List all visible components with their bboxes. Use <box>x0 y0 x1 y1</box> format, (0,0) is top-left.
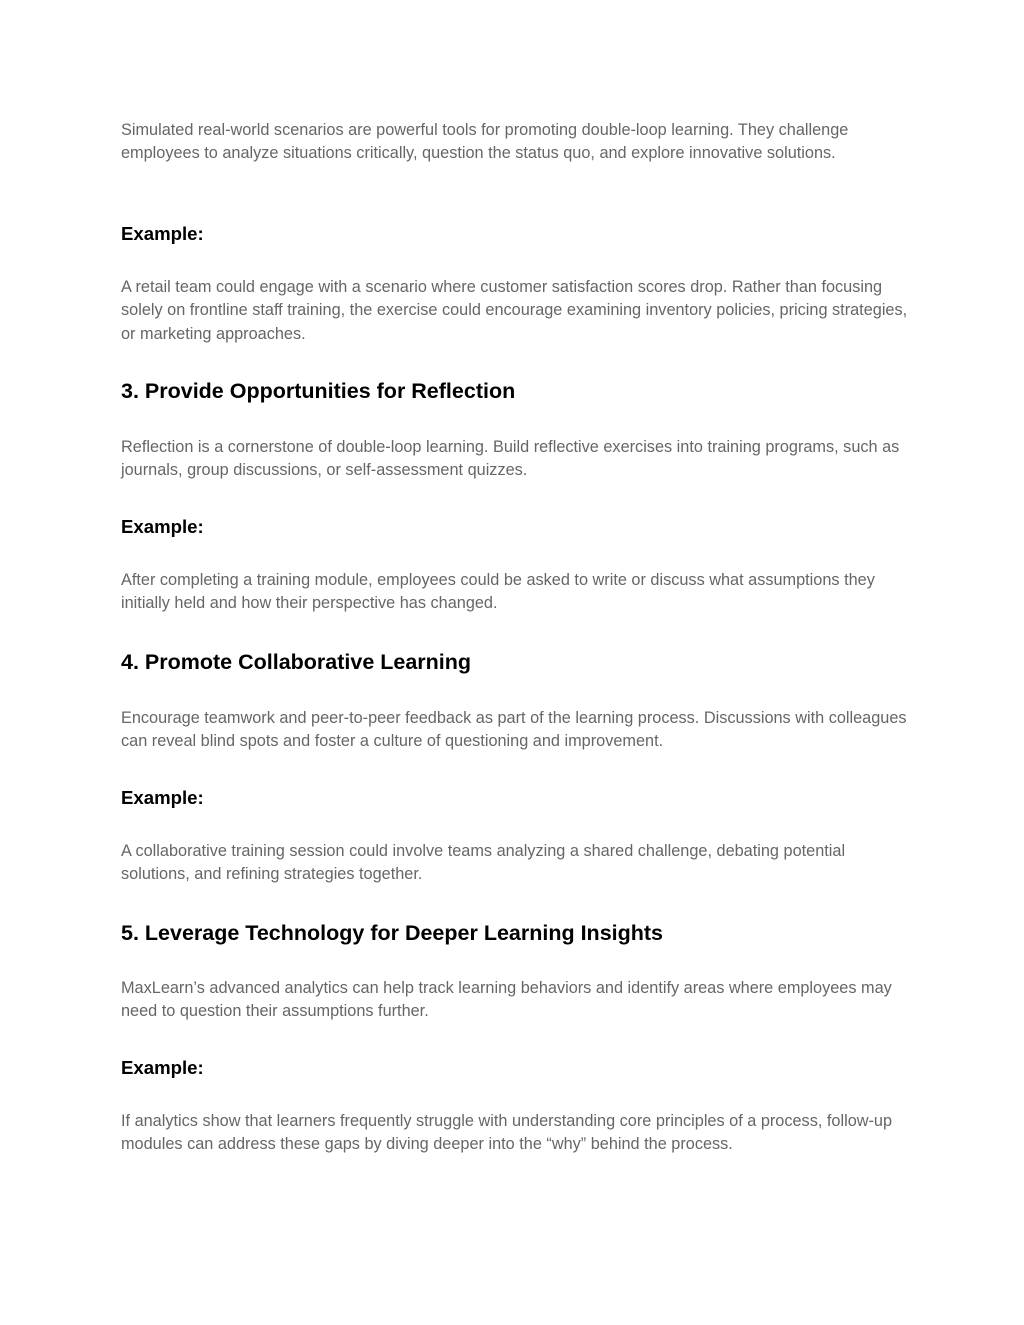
example-paragraph: After completing a training module, employees could be asked to write or discuss what assumptions they initially held and how their perspective has changed. <box>121 571 875 613</box>
section-heading-technology: 5. Leverage Technology for Deeper Learning Insights <box>121 921 664 945</box>
example-paragraph: If analytics show that learners frequently struggle with understanding core principles of a process, follow-up modules can address these gaps by diving deeper into the “why” behind the process. <box>121 1112 893 1154</box>
example-paragraph: A retail team could engage with a scenario where customer satisfaction scores drop. Rather than focusing solely on frontline staff training, the exercise could encourage examining inventory policies, pricing strategies, or marketing approaches. <box>121 278 908 343</box>
example-label: Example: <box>121 787 204 808</box>
intro-paragraph: Simulated real-world scenarios are powerful tools for promoting double-loop learning. They challenge employees to analyze situations critically, question the status quo, and explore innovative solutions. <box>121 121 849 163</box>
section-body-technology: MaxLearn’s advanced analytics can help track learning behaviors and identify areas where employees may need to question their assumptions further. <box>121 979 892 1021</box>
example-paragraph: A collaborative training session could involve teams analyzing a shared challenge, debating potential solutions, and refining strategies together. <box>121 842 846 884</box>
section-body-reflection: Reflection is a cornerstone of double-loop learning. Build reflective exercises into training programs, such as journals, group discussions, or self-assessment quizzes. <box>121 438 900 480</box>
section-heading-reflection: 3. Provide Opportunities for Reflection <box>121 379 516 403</box>
example-label: Example: <box>121 1057 204 1078</box>
section-body-collaborative: Encourage teamwork and peer-to-peer feedback as part of the learning process. Discussions with colleagues can reveal blind spots and foster a culture of questioning and improvement. <box>121 709 907 751</box>
example-label: Example: <box>121 223 204 244</box>
example-label: Example: <box>121 516 204 537</box>
section-heading-collaborative: 4. Promote Collaborative Learning <box>121 650 472 674</box>
